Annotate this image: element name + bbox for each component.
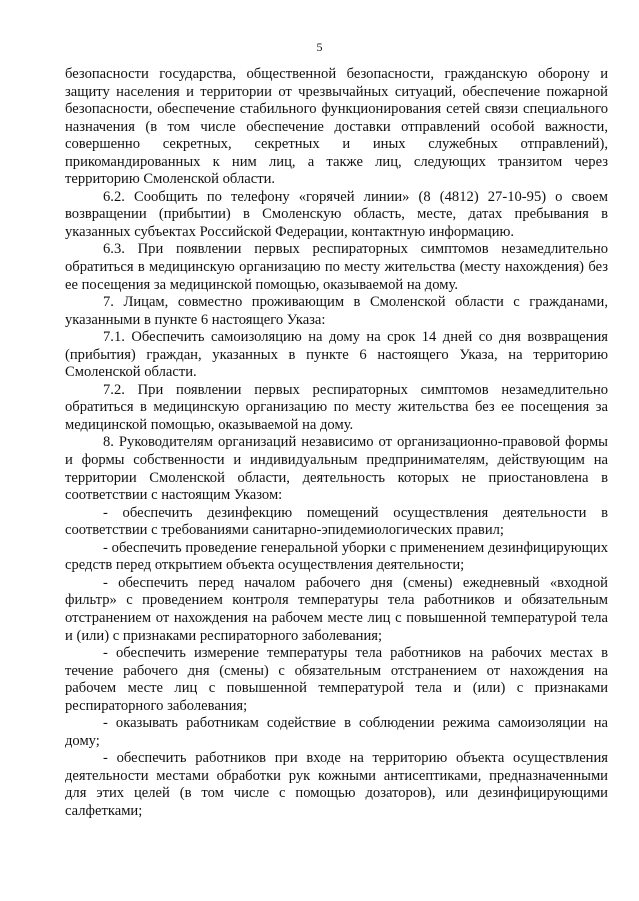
paragraph-7-2: 7.2. При появлении первых респираторных симптомов незамедлительно обратиться в медицинскую организацию по месту жительства без ее посещения за медицинской помощью, оказываемой на дому. (65, 381, 608, 433)
list-item-hand-antiseptics: - обеспечить работников при входе на территорию объекта осуществления деятельности местами обработки рук кожными антисептиками, предназначенными для этих целей (в том числе с помощью дозаторов), или дезинфицирующими салфетками; (65, 750, 608, 819)
list-item-entry-filter: - обеспечить перед началом рабочего дня (смены) ежедневный «входной фильтр» с проведением контроля температуры тела работников и обязательным отстранением от нахождения на рабочем месте лиц с повышенной температурой тела и (или) с признаками респираторного заболевания; (65, 574, 608, 644)
paragraph-continued: безопасности государства, общественной безопасности, гражданскую оборону и защиту населения и территории от чрезвычайных ситуаций, обеспечение пожарной безопасности, обеспечение стабильного функционирования сетей связи специального назначения (в том числе обеспечение доставки отправлений особой важности, совершенно секретных, секретных и иных служебных отправлений), прикомандированных к ним лиц, а также лиц, следующих транзитом через территорию Смоленской области. (65, 66, 608, 188)
paragraph-6-3: 6.3. При появлении первых респираторных симптомов незамедлительно обратиться в медицинскую организацию по месту жительства (месту нахождения) без ее посещения за медицинской помощью, оказываемой на дому. (65, 241, 608, 293)
list-item-temperature-check: - обеспечить измерение температуры тела работников на рабочих местах в течение рабочего дня (смены) с обязательным отстранением от нахождения на рабочем месте лиц с повышенной температурой тела и (или) с признаками респираторного заболевания; (65, 645, 608, 714)
document-body (65, 66, 608, 821)
paragraph-8: 8. Руководителям организаций независимо от организационно-правовой формы и формы собственности и индивидуальным предпринимателям, действующим на территории Смоленской области, деятельность которых не приостановлена в соответствии с настоящим Указом: (65, 434, 608, 504)
page-number: 5 (316, 40, 323, 54)
list-item-general-cleaning: - обеспечить проведение генеральной уборки с применением дезинфицирующих средств перед открытием объекта осуществления деятельности; (65, 539, 608, 574)
paragraph-6-2: 6.2. Сообщить по телефону «горячей линии» (8 (4812) 27-10-95) о своем возвращении (прибытии) в Смоленскую область, месте, датах пребывания в указанных субъектах Российской Федерации, контактную информацию. (65, 188, 608, 240)
list-item-self-isolation-assistance: - оказывать работникам содействие в соблюдении режима самоизоляции на дому; (65, 715, 608, 749)
paragraph-7-1: 7.1. Обеспечить самоизоляцию на дому на срок 14 дней со дня возвращения (прибытия) граждан, указанных в пункте 6 настоящего Указа, на территорию Смоленской области. (65, 329, 608, 381)
paragraph-7: 7. Лицам, совместно проживающим в Смоленской области с гражданами, указанными в пункте 6 настоящего Указа: (65, 294, 608, 328)
list-item-disinfection: - обеспечить дезинфекцию помещений осуществления деятельности в соответствии с требованиями санитарно-эпидемиологических правил; (65, 504, 608, 539)
